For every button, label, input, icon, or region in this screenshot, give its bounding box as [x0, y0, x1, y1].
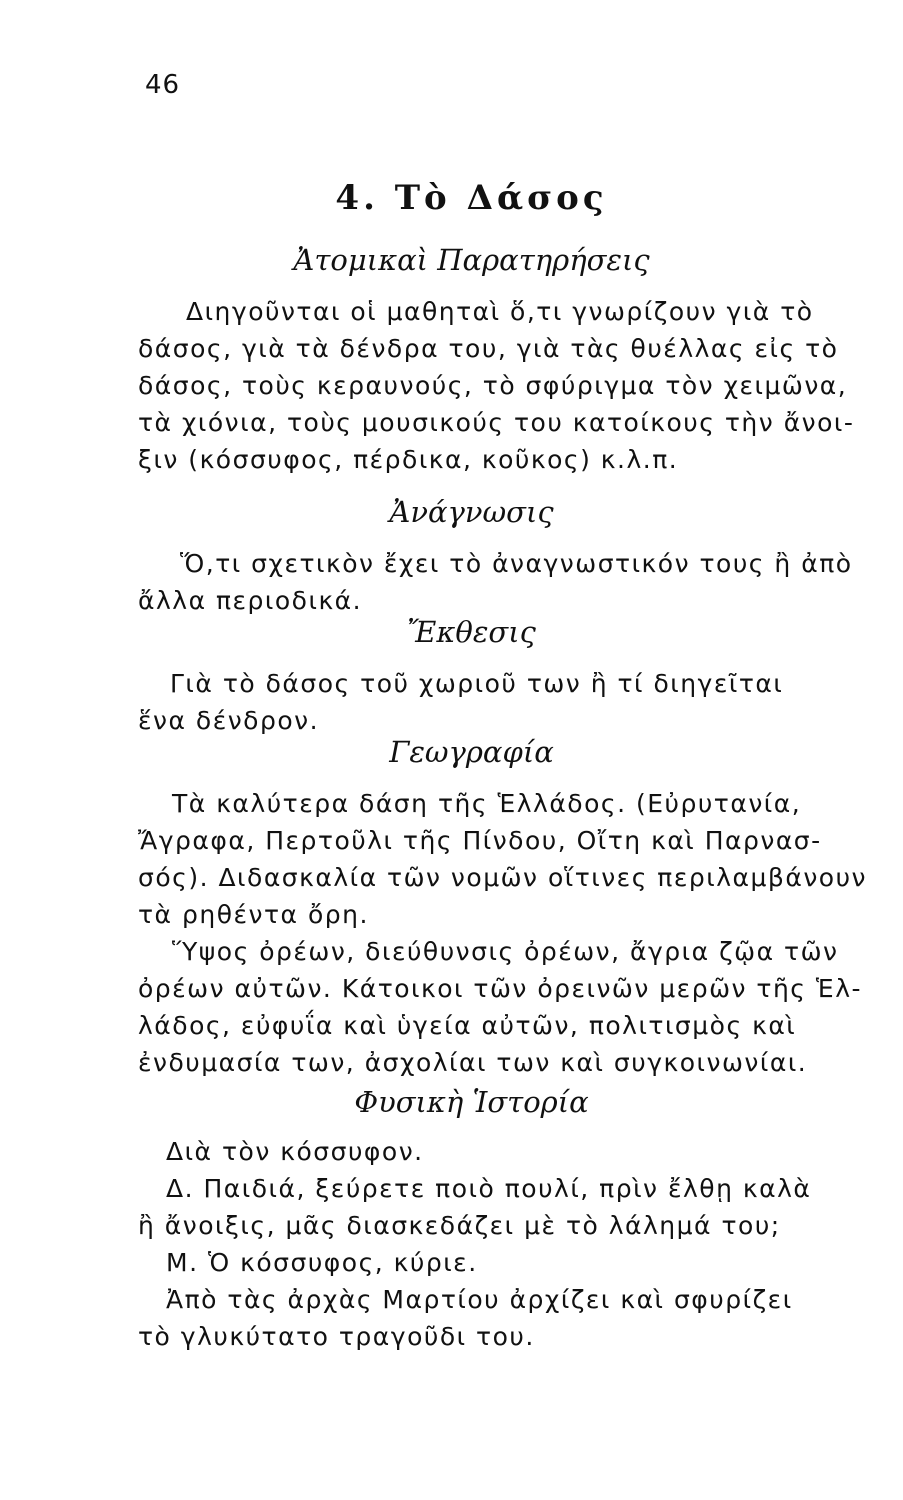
text-line: σός). Διδασκαλία τῶν νομῶν οἵτινες περιλαμβάνουν — [138, 863, 868, 892]
text-line: Ὅ,τι σχετικὸν ἔχει τὸ ἀναγνωστικόν τους ἢ ἀπὸ — [180, 549, 853, 578]
text-line: Διὰ τὸν κόσσυφον. — [166, 1137, 424, 1166]
paragraph-geography-2 — [138, 933, 878, 1081]
text-line: τὰ ρηθέντα ὄρη. — [138, 900, 369, 929]
paragraph-composition — [138, 665, 878, 739]
chapter-title: 4. Τὸ Δάσος — [335, 178, 608, 218]
text-line: ἢ ἄνοιξις, μᾶς διασκεδάζει μὲ τὸ λάλημά του; — [138, 1211, 781, 1240]
text-line: ἕνα δένδρον. — [138, 706, 320, 735]
text-line: Ἄγραφα, Περτοῦλι τῆς Πίνδου, Οἴτη καὶ Παρνασ- — [138, 826, 822, 855]
heading-observations: Ἀτομικαὶ Παρατηρήσεις — [293, 243, 650, 277]
text-line: δάσος, γιὰ τὰ δένδρα του, γιὰ τὰς θυέλλας εἰς τὸ — [138, 334, 839, 363]
text-line: τὰ χιόνια, τοὺς μουσικούς του κατοίκους τὴν ἄνοι- — [138, 408, 855, 437]
text-line: ἄλλα περιοδικά. — [138, 586, 363, 615]
page-number: 46 — [145, 70, 181, 100]
text-line: Ἀπὸ τὰς ἀρχὰς Μαρτίου ἀρχίζει καὶ σφυρίζει — [166, 1285, 793, 1314]
text-line: Τὰ καλύτερα δάση τῆς Ἑλλάδος. (Εὐρυτανία, — [172, 789, 802, 818]
text-line: τὸ γλυκύτατο τραγοῦδι του. — [138, 1322, 535, 1351]
text-line: ξιν (κόσσυφος, πέρδικα, κοῦκος) κ.λ.π. — [138, 445, 679, 474]
text-line: δάσος, τοὺς κεραυνούς, τὸ σφύριγμα τὸν χειμῶνα, — [138, 371, 848, 400]
paragraph-observations — [138, 293, 878, 478]
text-line: λάδος, εὐφυΐα καὶ ὑγεία αὐτῶν, πολιτισμὸς καὶ — [138, 1011, 797, 1040]
heading-geography: Γεωγραφία — [389, 735, 554, 769]
paragraph-reading — [138, 545, 878, 619]
text-line: ὀρέων αὐτῶν. Κάτοικοι τῶν ὀρεινῶν μερῶν τῆς Ἑλ- — [138, 974, 863, 1003]
text-line: ἐνδυμασία των, ἀσχολίαι των καὶ συγκοινωνίαι. — [138, 1048, 808, 1077]
heading-reading: Ἀνάγνωσις — [389, 495, 554, 529]
paragraph-natural-history — [138, 1133, 878, 1355]
heading-natural-history: Φυσικὴ Ἱστορία — [354, 1085, 589, 1119]
dialogue-line: Μ. Ὁ κόσσυφος, κύριε. — [166, 1248, 478, 1277]
paragraph-geography-1 — [138, 785, 878, 933]
text-line: Ὕψος ὀρέων, διεύθυνσις ὀρέων, ἄγρια ζῷα τῶν — [172, 937, 839, 966]
text-line: Διηγοῦνται οἱ μαθηταὶ ὅ,τι γνωρίζουν γιὰ τὸ — [186, 297, 814, 326]
dialogue-line: Δ. Παιδιά, ξεύρετε ποιὸ πουλί, πρὶν ἔλθῃ καλὰ — [166, 1174, 812, 1203]
heading-composition: Ἔκθεσις — [407, 615, 536, 649]
text-line: Γιὰ τὸ δάσος τοῦ χωριοῦ των ἢ τί διηγεῖται — [170, 669, 784, 698]
